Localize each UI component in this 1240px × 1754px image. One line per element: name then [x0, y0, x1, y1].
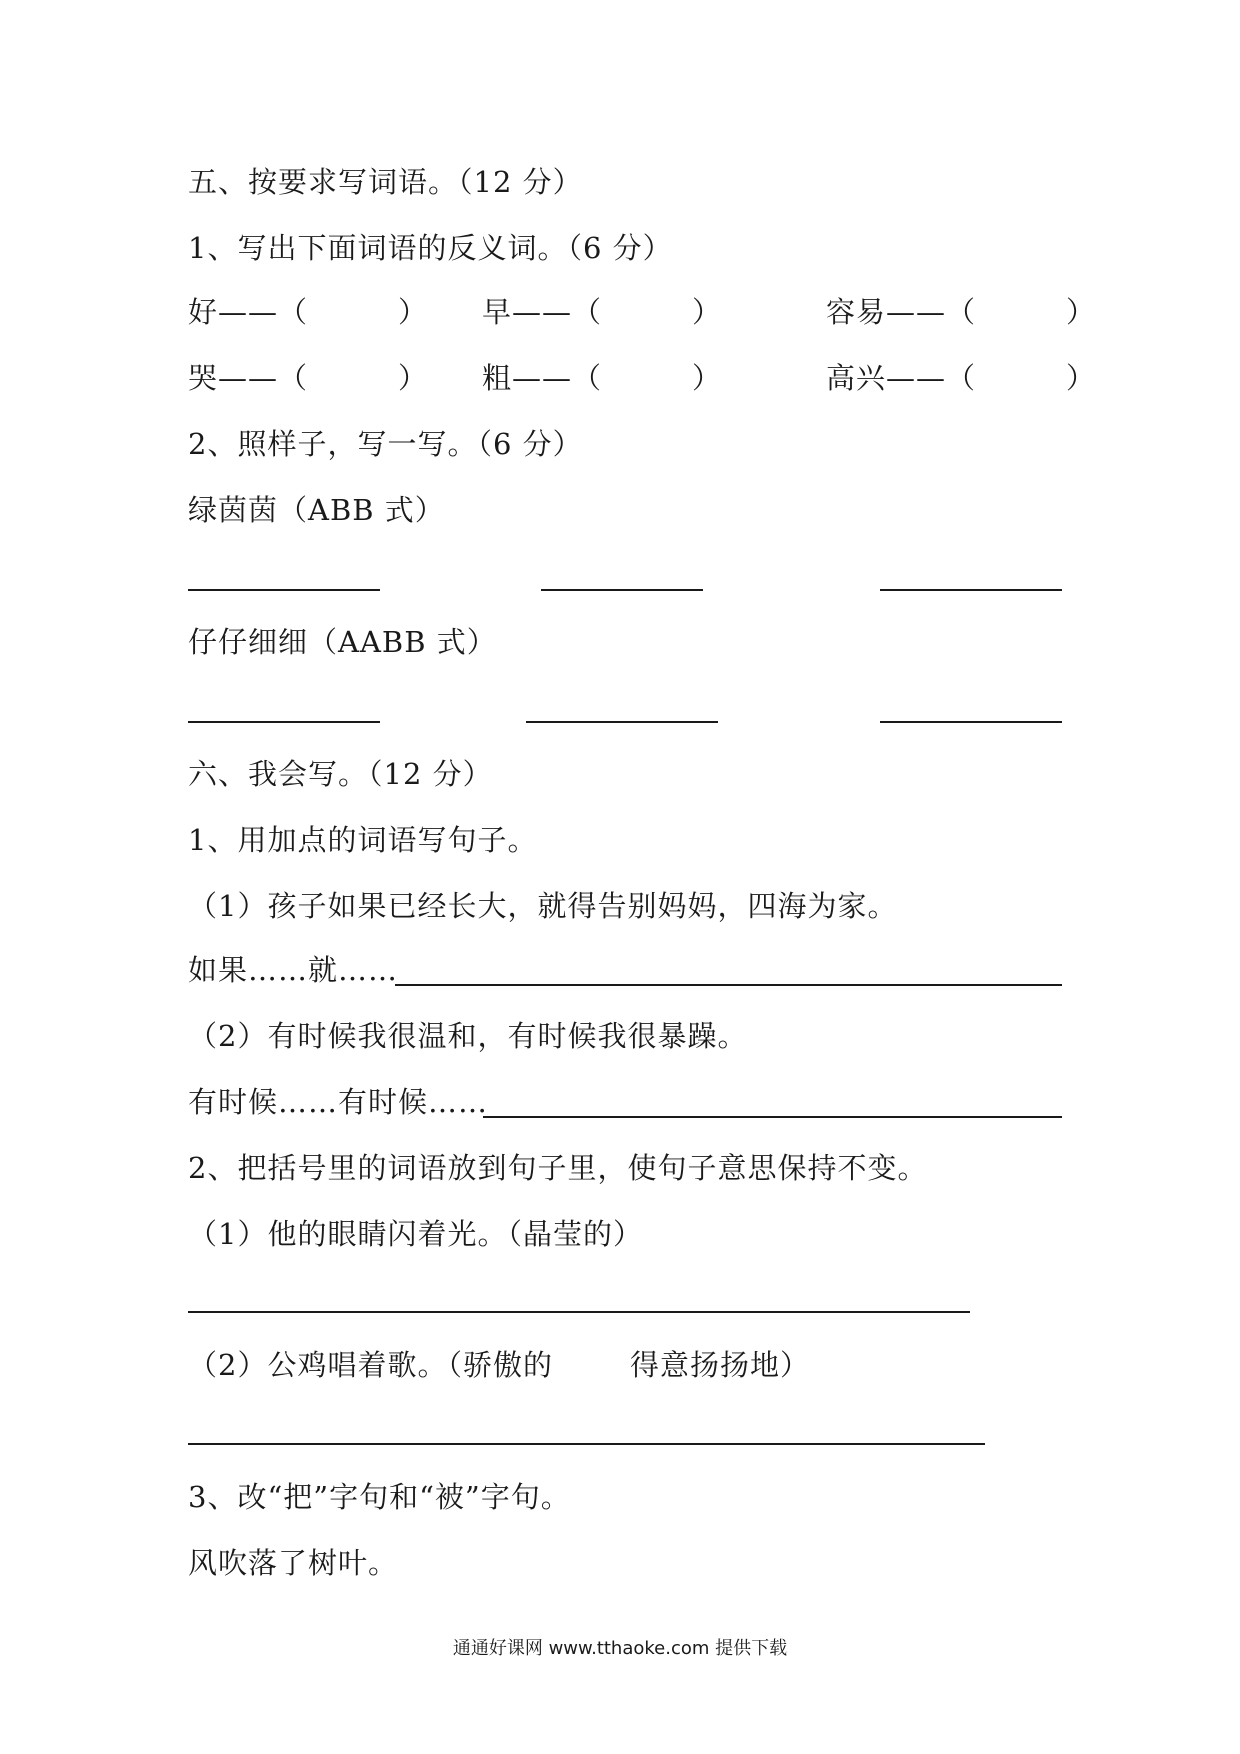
answer-line[interactable]	[395, 984, 1062, 986]
answer-line[interactable]	[188, 1443, 985, 1445]
antonym-item: 粗——（ ）	[482, 361, 723, 395]
s6-q3-sentence: 风吹落了树叶。	[188, 1546, 399, 1580]
answer-line[interactable]	[541, 589, 703, 591]
antonym-item: 容易——（ ）	[826, 295, 1097, 329]
antonym-item: 好——（ ）	[188, 295, 429, 329]
s6-q2-sentence-2a: （2）公鸡唱着歌。（骄傲的	[188, 1348, 553, 1382]
s6-q1-sentence-1: （1）孩子如果已经长大，就得告别妈妈，四海为家。	[188, 889, 898, 923]
s6-q2-sentence-2b: 得意扬扬地）	[630, 1348, 811, 1382]
antonym-item: 早——（ ）	[482, 295, 723, 329]
s6-q1-lead-1: 如果……就……	[188, 953, 399, 987]
s6-q2-prompt: 2、把括号里的词语放到句子里，使句子意思保持不变。	[188, 1151, 928, 1185]
answer-line[interactable]	[188, 721, 380, 723]
abb-example: 绿茵茵（ABB 式）	[188, 493, 445, 527]
section-6-title: 六、我会写。（12 分）	[188, 757, 493, 791]
section-5-title: 五、按要求写词语。（12 分）	[188, 165, 583, 199]
antonym-item: 高兴——（ ）	[826, 361, 1097, 395]
q2-prompt: 2、照样子，写一写。（6 分）	[188, 427, 583, 461]
page-footer: 通通好课网 www.tthaoke.com 提供下载	[452, 1638, 788, 1659]
answer-line[interactable]	[188, 589, 380, 591]
answer-line[interactable]	[188, 1311, 970, 1313]
s6-q3-prompt: 3、改“把”字句和“被”字句。	[188, 1480, 571, 1514]
antonym-item: 哭——（ ）	[188, 361, 429, 395]
s6-q1-sentence-2: （2）有时候我很温和，有时候我很暴躁。	[188, 1019, 748, 1053]
answer-line[interactable]	[526, 721, 718, 723]
answer-line[interactable]	[880, 721, 1062, 723]
answer-line[interactable]	[483, 1116, 1062, 1118]
s6-q2-sentence-1: （1）他的眼睛闪着光。（晶莹的）	[188, 1217, 643, 1251]
s6-q1-prompt: 1、用加点的词语写句子。	[188, 823, 538, 857]
answer-line[interactable]	[880, 589, 1062, 591]
aabb-example: 仔仔细细（AABB 式）	[188, 625, 497, 659]
s6-q1-lead-2: 有时候……有时候……	[188, 1085, 489, 1119]
q1-prompt: 1、写出下面词语的反义词。（6 分）	[188, 231, 673, 265]
